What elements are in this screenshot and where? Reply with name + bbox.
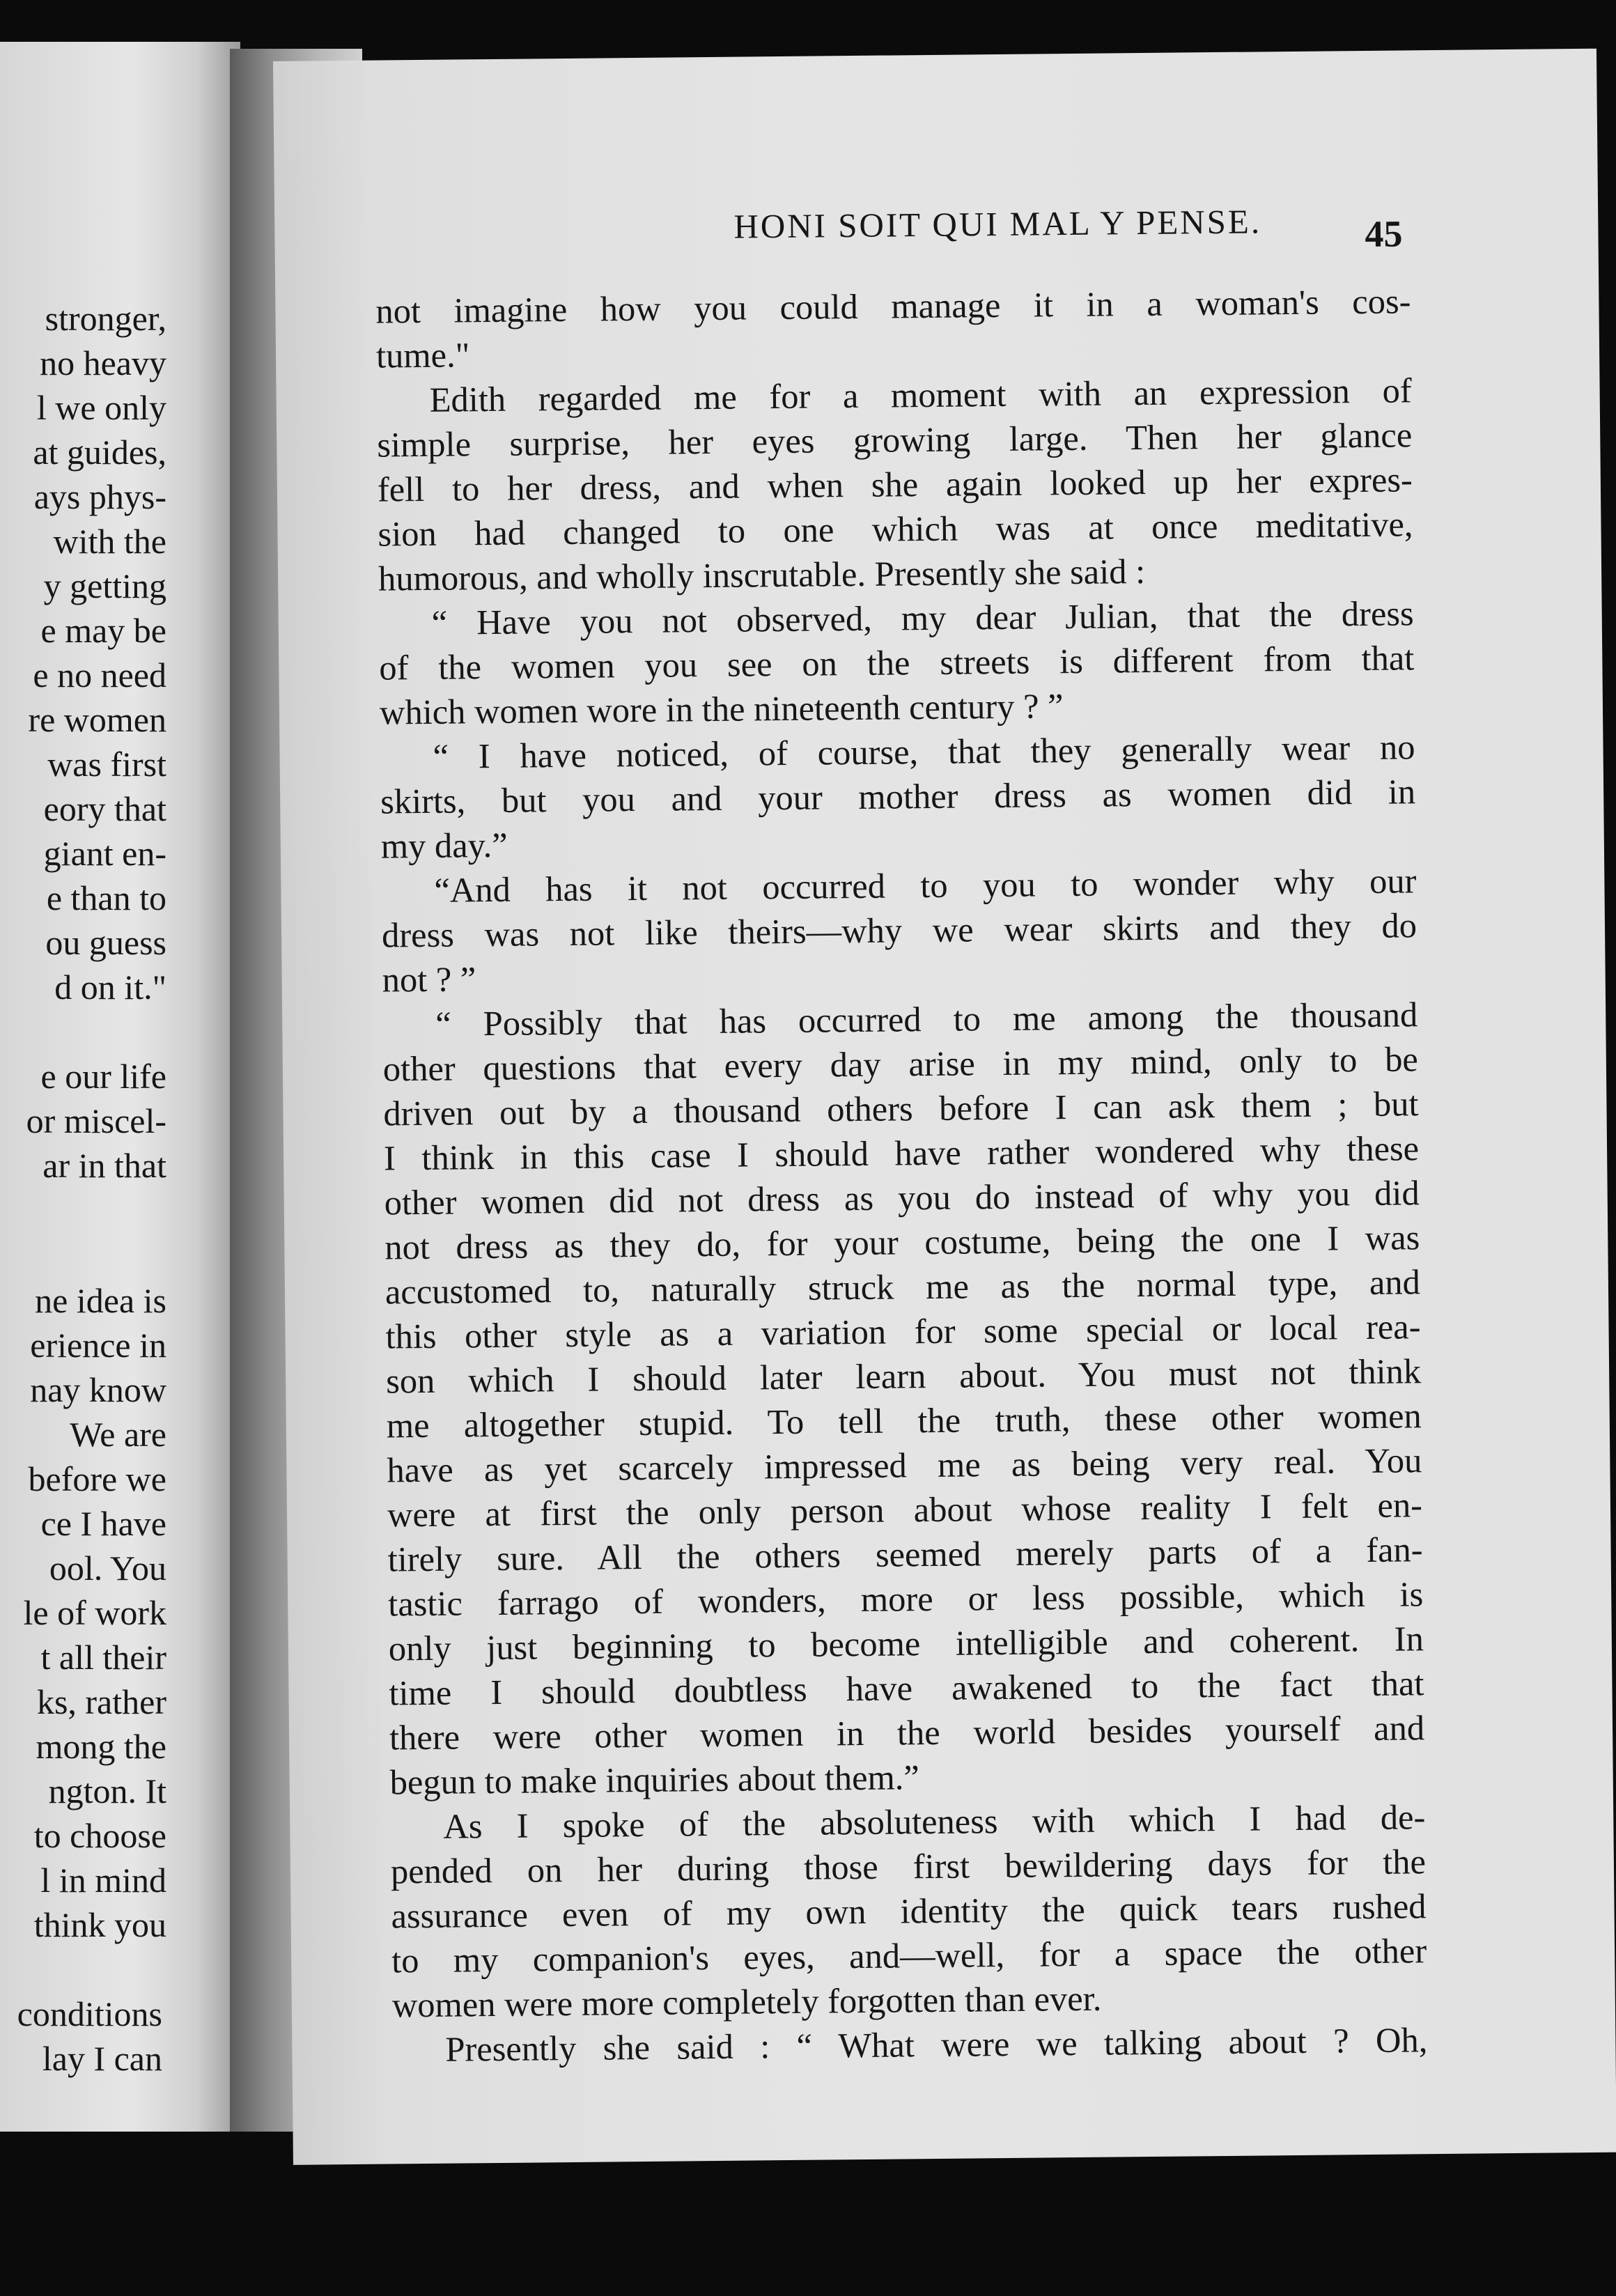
left-page-line: ngton. It [48, 1771, 166, 1810]
text-line: driven out by a thousand others before I can ask them ; but [383, 1084, 1419, 1133]
left-page-line: was first [47, 745, 166, 784]
left-page-line: giant en- [43, 834, 166, 873]
left-page-line: e our life [40, 1057, 166, 1096]
left-page-line: to choose [33, 1816, 166, 1855]
left-page-line: erience in [30, 1326, 166, 1365]
text-line: “And has it not occurred to you to wonder why our [434, 861, 1417, 910]
left-page-line: or miscel- [26, 1101, 166, 1140]
left-page-line: conditions [17, 1994, 162, 2033]
text-line: Presently she said : “ What were we talking about ? Oh, [445, 2020, 1428, 2069]
left-page-line: l we only [36, 388, 166, 427]
text-line: “ Possibly that has occurred to me among the thousand [435, 995, 1418, 1044]
text-line: dress was not like theirs—why we wear skirts and they do [381, 906, 1417, 955]
text-line: tume." [375, 335, 470, 375]
text-line: this other style as a variation for some special or local rea- [385, 1307, 1421, 1356]
left-page-line: ar in that [42, 1146, 166, 1185]
left-page-line: e than to [46, 878, 166, 917]
left-page-line: ks, rather [36, 1682, 166, 1721]
left-page-line: with the [53, 522, 166, 561]
page-body-text [375, 279, 1428, 2072]
right-page [273, 49, 1616, 2165]
left-page-line: before we [28, 1459, 166, 1498]
left-page-line: eory that [43, 789, 166, 828]
left-page-line: no heavy [40, 343, 166, 382]
left-page-line: We are [70, 1415, 166, 1454]
left-page-line: e no need [33, 656, 166, 695]
left-page-line: ou guess [45, 923, 166, 962]
text-line: time I should doubtless have awakened to the fact that [389, 1663, 1424, 1713]
left-page-line: ays phys- [33, 477, 166, 516]
left-page-line: l in mind [40, 1861, 166, 1900]
left-page-line: nay know [30, 1370, 166, 1409]
left-page-line: t all their [40, 1638, 166, 1677]
left-page-line: mong the [36, 1727, 166, 1766]
text-line: As I spoke of the absoluteness with which I had de- [443, 1797, 1426, 1846]
text-line: Edith regarded me for a moment with an expression of [429, 371, 1412, 419]
text-line: sion had changed to one which was at once meditative, [378, 504, 1413, 554]
left-page-line: re women [28, 700, 166, 739]
left-page-line: d on it." [54, 968, 166, 1007]
left-page-line: at guides, [33, 433, 166, 472]
text-line: son which I should later learn about. You must not think [385, 1351, 1422, 1401]
text-line: not ? ” [382, 959, 476, 1000]
text-line: tastic farrago of wonders, more or less possible, which is [387, 1574, 1424, 1624]
text-line: there were other women in the world besides yourself and [389, 1708, 1425, 1758]
text-line: fell to her dress, and when she again looked up her expres- [377, 460, 1413, 509]
text-line: me altogether stupid. To tell the truth, these other women [386, 1396, 1422, 1445]
text-line: begun to make inquiries about them.” [389, 1758, 920, 1802]
text-line: of the women you see on the streets is different from that [379, 638, 1415, 688]
text-line: women were more completely forgotten than ever. [391, 1978, 1102, 2025]
text-line: “ Have you not observed, my dear Julian, that the dress [431, 594, 1414, 642]
text-line: accustomed to, naturally struck me as the normal type, and [384, 1262, 1421, 1312]
text-line: assurance even of my own identity the quick tears rushed [391, 1886, 1427, 1936]
text-line: simple surprise, her eyes growing large. Then her glance [377, 415, 1413, 465]
left-page-line: e may be [40, 611, 166, 650]
text-line: only just beginning to become intelligible and coherent. In [388, 1619, 1424, 1668]
text-line: not dress as they do, for your costume, being the one I was [384, 1218, 1420, 1267]
running-head: HONI SOIT QUI MAL Y PENSE. [733, 202, 1262, 246]
left-page [0, 42, 240, 2132]
text-line: my day.” [380, 825, 508, 866]
text-line: to my companion's eyes, and—well, for a space the other [391, 1931, 1427, 1980]
text-line: were at first the only person about whose reality I felt en- [387, 1485, 1423, 1535]
text-line: other women did not dress as you do instead of why you did [384, 1173, 1420, 1223]
page-number: 45 [1365, 212, 1403, 255]
left-page-line: lay I can [42, 2039, 162, 2078]
left-page-line: ool. You [49, 1549, 166, 1588]
text-line: other questions that every day arise in my mind, only to be [382, 1039, 1419, 1089]
text-line: have as yet scarcely impressed me as being very real. You [387, 1441, 1422, 1490]
text-line: I think in this case I should have rather wondered why these [383, 1128, 1420, 1178]
text-line: which women wore in the nineteenth century ? ” [379, 686, 1064, 732]
left-page-line: ce I have [40, 1504, 166, 1543]
left-page-line: stronger, [45, 299, 166, 338]
text-line: humorous, and wholly inscrutable. Presently she said : [378, 552, 1146, 598]
left-page-line: y getting [43, 566, 166, 605]
text-line: skirts, but you and your mother dress as women did in [380, 772, 1416, 821]
left-page-line: le of work [23, 1593, 166, 1632]
left-page-line: think you [33, 1905, 166, 1944]
text-line: “ I have noticed, of course, that they generally wear no [433, 727, 1415, 776]
text-line: not imagine how you could manage it in a woman's cos- [375, 281, 1411, 331]
text-line: tirely sure. All the others seemed merely parts of a fan- [387, 1530, 1423, 1579]
left-page-line: ne idea is [35, 1281, 166, 1320]
text-line: pended on her during those first bewildering days for the [390, 1842, 1427, 1891]
